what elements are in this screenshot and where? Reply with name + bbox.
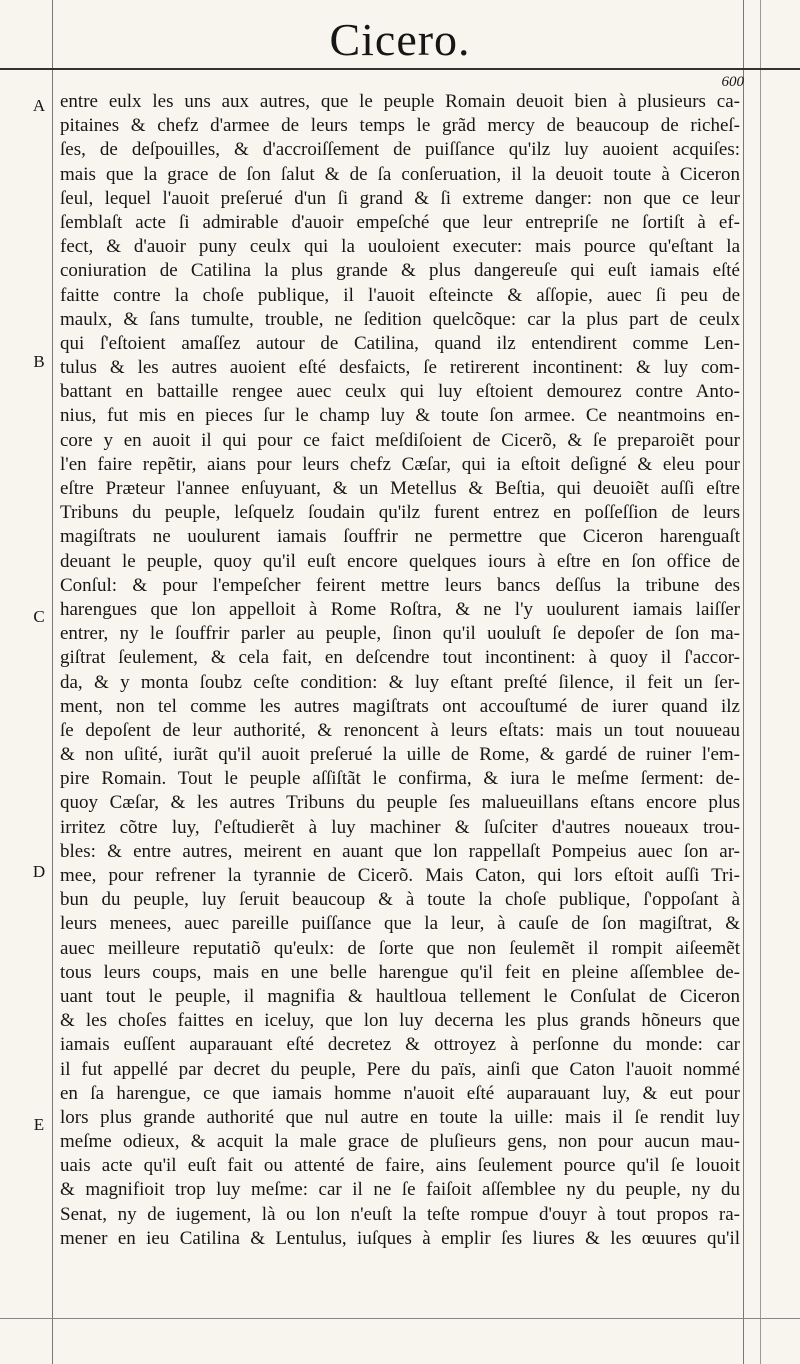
text-line: harengues que lon appelloit à Rome Roſtra, & ne l'y uoulurent iamais laiſſer bbox=[60, 598, 740, 620]
text-line: & non uſité, iurãt qu'il auoit preſerué la uille de Rome, & gardé de ruiner l'em- bbox=[60, 744, 740, 766]
text-line: battant en battaille rengee auec ceulx qui luy eſtoient demourez contre Anto- bbox=[60, 381, 740, 403]
page-number: 600 bbox=[721, 74, 744, 90]
text-line: il fut appellé par decret du peuple, Pere du païs, ainſi que Caton l'auoit nommé bbox=[60, 1058, 740, 1080]
margin-letter-b: B bbox=[33, 352, 45, 371]
text-line: tous leurs coups, mais en une belle harengue qu'il feit en pleine aſſemblee de- bbox=[60, 961, 740, 983]
text-line: Tribuns du peuple, leſquelz ſoudain qu'ilz furent entrez en poſſeſſion de leurs bbox=[60, 502, 740, 524]
text-line: & les choſes faittes en iceluy, que lon luy decerna les plus grands hõneurs que bbox=[60, 1010, 740, 1032]
text-line: uais acte qu'il euſt fait ou attenté de faire, ains ſeulement pource qu'il ſe louoit bbox=[60, 1155, 740, 1177]
left-margin-rule bbox=[52, 0, 53, 1364]
outer-margin-rule bbox=[760, 0, 761, 1364]
text-line: leurs menees, auec pareille puiſſance que la leur, à cauſe de ſon magiſtrat, & bbox=[60, 913, 740, 935]
text-line: uant tout le peuple, il magnifia & haultloua tellement le Conſulat de Ciceron bbox=[60, 985, 740, 1007]
margin-letter-e: E bbox=[33, 1115, 45, 1134]
text-line: mee, pour refrener la tyrannie de Cicerõ. Mais Caton, qui lors eſtoit auſſi Tri- bbox=[60, 865, 740, 886]
text-line: meſme odieux, & acquit la male grace de pluſieurs gens, non pour aucun mau- bbox=[60, 1131, 740, 1153]
margin-letter-a: A bbox=[32, 96, 46, 115]
text-line: ſeul, lequel l'auoit preſerué d'un ſi grand & ſi extreme danger: non que ce leur bbox=[60, 187, 740, 209]
header-rule bbox=[0, 68, 800, 70]
text-line: auec meilleure reputatiõ qu'eulx: de ſorte que non ſeulemẽt il rompit aiſeemẽt bbox=[60, 937, 740, 959]
text-line: mener en ieu Catilina & Lentulus, iuſques à emplir ſes liures & les œuures qu'il bbox=[60, 1227, 740, 1249]
text-line: magiſtrats ne uoulurent iamais ſouffrir ne permettre que Ciceron harenguaſt bbox=[60, 526, 740, 548]
text-line: coniuration de Catilina la plus grande & plus dangereuſe qui euſt iamais eſté bbox=[60, 260, 740, 282]
text-line: entre eulx les uns aux autres, que le peuple Romain deuoit bien à plusieurs ca- bbox=[60, 91, 740, 112]
text-line: lors plus grande authorité que nul autre en toute la uille: mais il ſe rendit luy bbox=[60, 1106, 740, 1128]
text-line: quoy Cæſar, & les autres Tribuns du peuple ſes malueuillans eſtans encore plus bbox=[60, 792, 740, 814]
text-line: iamais euſſent auparauant eſté decretez & ottroyez à perſonne du monde: car bbox=[60, 1034, 740, 1056]
text-line: pitaines & chefz d'armee de leurs temps le grãd mercy de beaucoup de richeſ- bbox=[60, 115, 740, 137]
body-text bbox=[60, 90, 740, 1251]
running-head: Cicero. bbox=[329, 14, 471, 65]
right-margin-rule bbox=[743, 0, 744, 1364]
text-line: ment, non tel comme les autres magiſtrats ont accouſtumé de iurer quand ilz bbox=[60, 695, 740, 717]
text-line: faitte contre la choſe publique, il l'auoit eſteincte & aſſopie, auec ſi peu de bbox=[60, 284, 740, 306]
footer-rule bbox=[0, 1318, 800, 1319]
margin-letter-d: D bbox=[32, 862, 46, 881]
text-line: bles: & entre autres, meirent en auant que lon rappellaſt Pompeius auec ſon ar- bbox=[60, 840, 740, 862]
text-line: ſes, de deſpouilles, & d'accroiſſement de puiſſance qu'ilz luy auoient acquiſes: bbox=[60, 139, 740, 161]
text-line: core y en auoit il qui pour ce faict meſdiſoient de Cicerõ, & ſe preparoiẽt pour bbox=[60, 429, 740, 451]
text-line: eſtre Præteur l'annee enſuyuant, & un Metellus & Beſtia, qui deuoiẽt auſſi eſtre bbox=[60, 478, 740, 499]
text-line: en ſa harengue, ce que iamais homme n'auoit eſté auparauant luy, & eut pour bbox=[60, 1082, 740, 1104]
text-line: pire Romain. Tout le peuple aſſiſtãt le confirma, & iura le meſme ſerment: de- bbox=[60, 768, 740, 790]
text-line: mais que la grace de ſon ſalut & de ſa conſeruation, il la deuoit toute à Ciceron bbox=[60, 163, 740, 185]
text-line: Conſul: & pour l'empeſcher feirent mettre leurs bancs deſſus la tribune des bbox=[60, 574, 740, 596]
text-line: maulx, & ſans tumulte, trouble, ne ſedition quelcõque: car la plus part de ceulx bbox=[60, 308, 740, 330]
margin-letter-c: C bbox=[33, 607, 45, 626]
text-line: giſtrat ſeulement, & cela fait, en deſcendre tout incontinent: à quoy il ſ'accor- bbox=[60, 647, 740, 669]
text-line: da, & y monta ſoubz ceſte condition: & luy eſtant preſté ſilence, il feit un ſer- bbox=[60, 671, 740, 693]
text-line: nius, fut mis en pieces ſur le champ luy & toute ſon armee. Ce neantmoins en- bbox=[60, 405, 740, 427]
text-line: ſe depoſent de leur authorité, & renoncent à leurs eſtats: mais un tout nouueau bbox=[60, 719, 740, 741]
text-line: ſemblaſt acte ſi admirable d'auoir empeſché que leur entrepriſe ne ſortiſt à ef- bbox=[60, 211, 740, 233]
text-line: entrer, ny le ſouffrir parler au peuple, ſinon qu'il uouluſt ſe depoſer de ſon ma- bbox=[60, 623, 740, 645]
text-line: Senat, ny de iugement, là ou lon n'euſt la teſte rompue d'ouyr à tout propos ra- bbox=[60, 1203, 740, 1225]
text-line: deuant le peuple, quoy qu'il euſt encore quelques iours à eſtre en ſon office de bbox=[60, 550, 740, 572]
text-line: irritez cõtre luy, ſ'eſtudierẽt à luy machiner & ſuſciter d'autres noueaux trou- bbox=[60, 816, 740, 838]
text-line: fect, & d'auoir puny ceulx qui la uouloient executer: mais pource qu'eſtant la bbox=[60, 236, 740, 258]
text-line: tulus & les autres auoient eſté desfaicts, ſe retirerent incontinent: & luy com- bbox=[60, 357, 740, 379]
text-line: bun du peuple, luy ſeruit beaucoup & à toute la choſe publique, ſ'oppoſant à bbox=[60, 889, 740, 911]
text-line: qui ſ'eſtoient amaſſez autour de Catilina, quand ilz entendirent comme Len- bbox=[60, 332, 740, 354]
text-line: & magnifioit trop luy meſme: car il ne ſe faiſoit aſſemblee ny du peuple, ny du bbox=[60, 1179, 740, 1201]
text-line: l'en faire repẽtir, aians pour leurs chefz Cæſar, qui ia eſtoit deſigné & eleu pour bbox=[60, 453, 740, 475]
